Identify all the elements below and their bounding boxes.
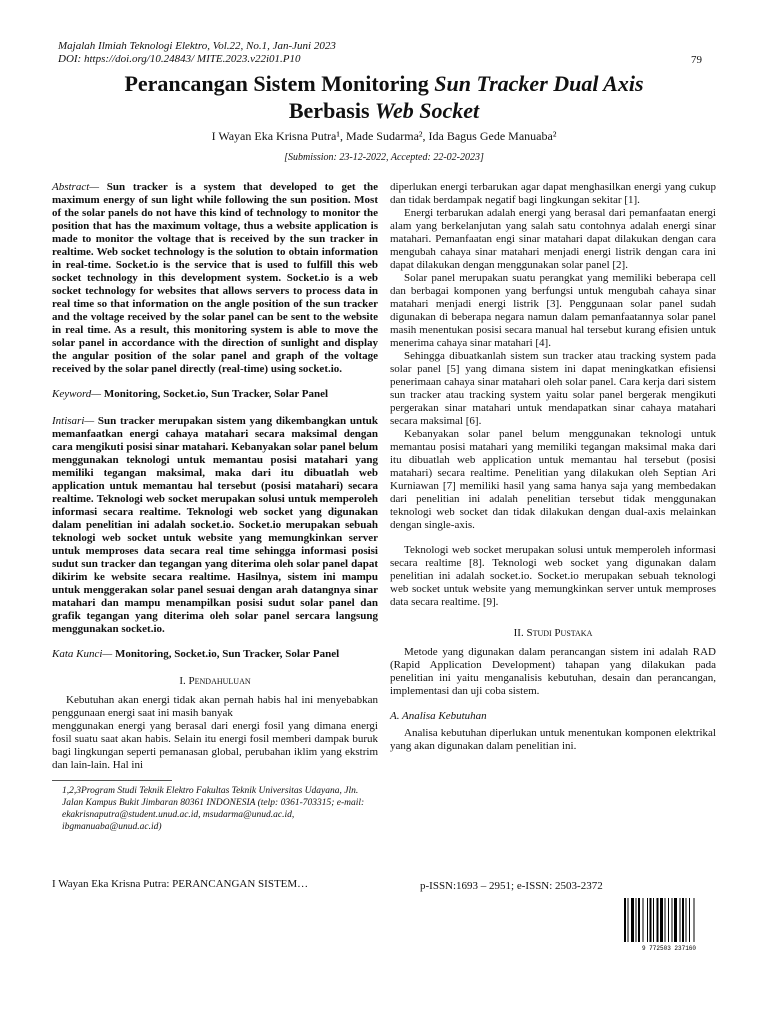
journal-header (58, 40, 336, 66)
barcode-bar (674, 898, 677, 942)
barcode-number: 9 772503 237160 (641, 945, 697, 952)
barcode-bar (680, 898, 681, 942)
keywords: Keyword— Monitoring, Socket.io, Sun Tracker, Solar Panel (52, 388, 329, 400)
barcode-bar (665, 898, 666, 942)
body-paragraph: Kebanyakan solar panel belum menggunakan teknologi untuk memantau posisi matahari yang memiliki tegangan maksimal maka dari itu dibuatlah web application untuk memantau hal tersebut (posisi matahari) secara realtime. Penelitian yang dilakukan oleh Septian Ari Kurniawan [7] memiliki hasil yang sama hanya saja yang membedakan dari penelitian ini adalah penelitian tersebut tidak menggunakan teknologi web socket dan tidak dilakukan dengan dual-axis melainkan dengan single-axis. (390, 428, 716, 531)
abstract: Abstract— Sun tracker is a system that developed to get the maximum energy of sun light while following the sun position. Most of the solar panels do not have this kind of technology to monitor the position that has the maximum voltage, thus a website application is made to monitor the voltage that is received by the sun tracker in realtime. Web socket technology is the solution to obtain information in real-time. Socket.io is the service that is used to fulfill this web socket technology in this development system. Socket.io is a web socket technology for websites that allows servers to process data in real time so that information on the angle position of the sun tracker and the voltage received by the solar panel can be sent to the website in real time. As a result, this monitoring system is able to move the solar panel in accordance with the direction of sunlight and display the angular position of the solar panel and graph of the voltage received by the solar panel directly (real-time) using socket.io. (52, 181, 378, 375)
right-column (390, 181, 716, 753)
subsection-heading: A. Analisa Kebutuhan (390, 710, 487, 722)
body-paragraph: Sehingga dibuatkanlah sistem sun tracker atau tracking system pada solar panel [5] yang dimana sistem ini dapat meningkatkan efisiensi penerimaan cahaya sinar matahari oleh solar panel. Cara kerja dari sistem sun tracker atau tracking system yaitu solar panel bergerak mengikuti pergerakan sinar matahari untuk mendapatkan sinar cahaya matahari secara maksimal [6]. (390, 350, 716, 427)
body-paragraph: Solar panel merupakan suatu perangkat yang memiliki beberapa cell dan berbagai komponen yang berfungsi untuk mengubah cahaya sinar matahari menjadi energi listrik [3]. Penggunaan solar panel sudah digunakan di beberapa negara namun dalam pemanfaatannya solar panel masih menentukan posisi secara manual hal tersebut kurang efisien untuk menerima cahaya sinar matahari [4]. (390, 272, 716, 349)
journal-doi: DOI: https://doi.org/10.24843/ MITE.2023.v22i01.P10 (58, 53, 301, 65)
body-paragraph: Analisa kebutuhan diperlukan untuk menentukan komponen elektrikal yang akan digunakan dalam penelitian ini. (390, 727, 716, 752)
barcode-bar (660, 898, 663, 942)
body-paragraph: Teknologi web socket merupakan solusi untuk memperoleh informasi secara realtime [8]. Teknologi web socket yang digunakan dalam penelitian ini adalah socket.io. Socket.io merupakan sebuah teknologi web socket untuk website yang memungkinkan server untuk memproses data secara realtime. [9]. (390, 544, 716, 608)
submission-dates: [Submission: 23-12-2022, Accepted: 22-02-2023] (284, 152, 484, 163)
page-number: 79 (691, 54, 702, 66)
issn-line: p-ISSN:1693 – 2951; e-ISSN: 2503-2372 (420, 880, 603, 892)
section-heading-2: II. Studi Pustaka (513, 627, 593, 639)
barcode-bar (682, 898, 684, 942)
barcode-bar (657, 898, 659, 942)
intro-paragraph: Kebutuhan akan energi tidak akan pernah habis hal ini menyebabkan penggunaan energi saat ini masih banyak (52, 694, 378, 719)
paper-title: Perancangan Sistem Monitoring Sun Tracker Dual Axis Berbasis Web Socket (124, 71, 644, 123)
barcode-bar (631, 898, 634, 942)
left-column (52, 181, 378, 833)
footnote-divider (52, 780, 172, 781)
barcode-bar (650, 898, 652, 942)
barcode-bar (628, 898, 629, 942)
running-footer: I Wayan Eka Krisna Putra: PERANCANGAN SISTEM… (52, 878, 309, 890)
barcode-bar (672, 898, 673, 942)
intisari: Intisari— Sun tracker merupakan sistem yang dikembangkan untuk memanfaatkan energi cahaya matahari secara maksimal dengan cara mengikuti posisi sinar matahari. Kebanyakan solar panel belum menggunakan teknologi untuk memantau posisi matahari yang memiliki tegangan maksimal, maka dari itu dibuatlah web application untuk memantau hal tersebut (posisi matahari) secara realtime. Teknologi web socket merupakan solusi untuk memperoleh informasi secara realtime. Teknologi web socket yang digunakan dalam penelitian ini adalah socket.io. Socket.io merupakan sebuah teknologi web socket untuk website yang memungkinkan server untuk memproses data secara real time sehingga informasi posisi sudut sun tracker dan tegangan yang diterima oleh solar panel dapat dikirim ke website secara realtime. Hasilnya, sistem ini mampu untuk menggerakan solar panel sesuai dengan arah datangnya sinar matahari dan mampu menampilkan posisi sudut solar panel dan grafik tegangan yang diterima oleh solar panel sercara langsung menggunakan socket.io. (52, 415, 378, 635)
authors: I Wayan Eka Krisna Putra¹, Made Sudarma², Ida Bagus Gede Manuaba² (211, 129, 557, 143)
barcode-bar (668, 898, 669, 942)
journal-citation: Majalah Ilmiah Teknologi Elektro, Vol.22, No.1, Jan-Juni 2023 (58, 40, 336, 52)
section-heading-1: I. Pendahuluan (179, 675, 251, 687)
barcode-bar (653, 898, 654, 942)
barcode-bar (686, 898, 687, 942)
barcode-bar (694, 898, 695, 942)
barcode-bar (647, 898, 648, 942)
body-paragraph: Metode yang digunakan dalam perancangan sistem ini adalah RAD (Rapid Application Development) tahapan yang dilakukan pada penelitian ini yaitu menganalisis kebutuhan, desain dan perancangan, implementasi dan uji coba sistem. (390, 646, 716, 697)
barcode-bar (624, 898, 626, 942)
body-paragraph: diperlukan energi terbarukan agar dapat menghasilkan energi yang cukup dan tidak berdampak negatif bagi lingkungan sekitar [1]. (390, 181, 716, 206)
barcode-bar (638, 898, 640, 942)
barcode-bar (636, 898, 637, 942)
body-paragraph: Energi terbarukan adalah energi yang berasal dari pemanfaatan energi alam yang berkelanjutan yang salah satu contohnya adalah energi sinar matahari. Pemanfaatan engi sinar matahari dapat dilakukan dengan cara mengubah cahaya sinar matahari menjadi energi listrik dengan cara ini dapat dilakukan dengan menggunakan solar panel [2]. (390, 207, 716, 271)
intro-paragraph-cont: menggunakan energi yang berasal dari energi fosil yang dimana energi fosil suatu saat akan habis. Selain itu energi fosil memberi dampak buruk bagi lingkungan seperti pemanasan global, perubahan iklim yang ekstrim dan lain-lain. Hal ini (52, 720, 378, 771)
barcode-image (620, 896, 718, 952)
kata-kunci: Kata Kunci— Monitoring, Socket.io, Sun Tracker, Solar Panel (52, 648, 340, 660)
affiliation-footnote: 1,2,3Program Studi Teknik Elektro Fakultas Teknik Universitas Udayana, Jln. Jalan Kampus Bukit Jimbaran 80361 INDONESIA (telp: 0361-703315; e-mail: ekakrisnaputra@student.unud.ac.id, msudarma@unud.ac.id, ibgmanuaba@unud.ac.id) (62, 786, 365, 832)
barcode-bar (689, 898, 690, 942)
barcode-bar (643, 898, 644, 942)
